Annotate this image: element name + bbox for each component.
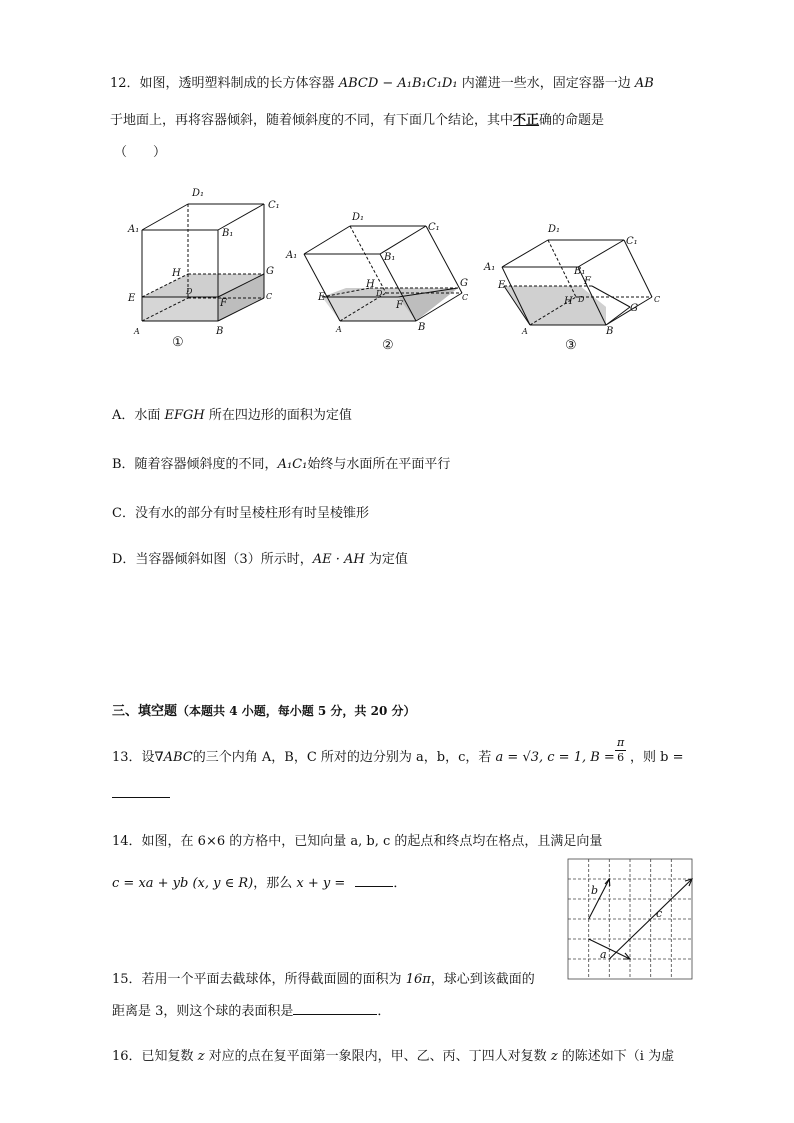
q13-blank-line[interactable]: [112, 785, 170, 798]
q15-text: 15．若用一个平面去截球体，所得截面圆的面积为: [112, 972, 406, 987]
q13-answer-blank[interactable]: [112, 785, 170, 802]
section-heading: [112, 700, 415, 719]
svg-text:E: E: [498, 280, 506, 291]
q12-edge-ab: AB: [634, 76, 654, 91]
svg-text:B: B: [418, 322, 426, 333]
vector-b-label: b: [591, 884, 599, 897]
q16-z: z: [197, 1049, 205, 1064]
svg-text:D₁: D₁: [192, 188, 205, 199]
q13-frac-num: π: [617, 736, 625, 749]
vector-c-label: c: [656, 907, 663, 920]
fig1-water-front: [142, 297, 218, 321]
fig-label-2: ②: [382, 338, 394, 353]
svg-text:A₁: A₁: [484, 262, 496, 273]
q13-text-2: 的三个内角 A，B，C 所对的边分别为 a，b，c，若: [192, 750, 496, 765]
fig-label-3: ③: [565, 338, 577, 353]
q13-condition: a = √3, c = 1, B =: [495, 750, 615, 765]
q12-text-2: 内灌进一些水，固定容器一边: [457, 76, 635, 91]
q12-line2: [110, 109, 604, 128]
opt-d-text-2: 为定值: [364, 552, 408, 567]
svg-text:G: G: [630, 303, 638, 314]
q13-frac-den: 6: [617, 750, 625, 764]
svg-text:G: G: [460, 278, 468, 289]
q15-text-2: ，球心到该截面的: [430, 972, 535, 987]
q12-not-correct: 不正: [513, 113, 540, 128]
opt-d-math: AE · AH: [312, 552, 365, 567]
q16-z2: z: [550, 1049, 558, 1064]
q16-text-3: 的陈述如下（i 为虚: [557, 1049, 675, 1064]
svg-text:C: C: [462, 293, 469, 302]
svg-text:G: G: [266, 266, 274, 277]
opt-b-text: B．随着容器倾斜度的不同，: [112, 457, 278, 472]
section-title: 三、填空题: [112, 704, 178, 719]
svg-text:C₁: C₁: [626, 236, 638, 247]
svg-text:C₁: C₁: [428, 222, 440, 233]
q12-answer-paren: （ ）: [114, 145, 167, 160]
q14-grid-figure: [566, 857, 696, 983]
svg-text:A: A: [336, 325, 342, 334]
svg-text:F: F: [584, 276, 591, 287]
svg-text:F: F: [220, 298, 227, 309]
svg-text:D₁: D₁: [548, 224, 561, 235]
q12-figures: [120, 180, 680, 355]
q15-line2: 距离是 3，则这个球的表面积是 ．: [112, 1004, 391, 1019]
svg-text:B₁: B₁: [574, 266, 586, 277]
q15-line1: [112, 968, 535, 987]
q13-triangle: ∇ABC: [154, 750, 193, 765]
svg-text:A₁: A₁: [286, 250, 298, 261]
svg-text:D: D: [186, 287, 193, 296]
q12-line1: [110, 72, 654, 91]
q12-text-4: 确的命题是: [539, 113, 605, 128]
opt-d-text: D．当容器倾斜如图（3）所示时，: [112, 552, 313, 567]
fig-label-1: ①: [172, 335, 184, 350]
q16-line1: [112, 1045, 674, 1064]
svg-text:B: B: [606, 326, 614, 337]
opt-a-math: EFGH: [164, 408, 205, 423]
opt-a-text: A．水面: [112, 408, 165, 423]
svg-text:A: A: [134, 327, 140, 336]
q16-text: 16．已知复数: [112, 1049, 198, 1064]
q14-text: ，那么: [253, 876, 297, 891]
q14-line2: c = xa + yb (x, y ∈ R)，那么 x + y = ．: [112, 876, 407, 891]
q13-line: [112, 746, 615, 765]
q12-option-d: [112, 548, 408, 567]
opt-b-math: A₁C₁: [277, 457, 308, 472]
q12-text: 12．如图，透明塑料制成的长方体容器: [110, 76, 339, 91]
svg-text:D: D: [578, 295, 585, 304]
svg-text:F: F: [396, 300, 403, 311]
q12-text-3: 于地面上，再将容器倾斜，随着倾斜度的不同，有下面几个结论，其中: [110, 113, 514, 128]
svg-text:D: D: [376, 289, 383, 298]
q12-option-c: C．没有水的部分有时呈棱柱形有时呈棱锥形: [112, 506, 369, 521]
svg-text:A₁: A₁: [128, 224, 140, 235]
vector-a-label: a: [600, 948, 607, 961]
q16-text-2: 对应的点在复平面第一象限内，甲、乙、丙、丁四人对复数: [204, 1049, 551, 1064]
opt-b-text-2: 始终与水面所在平面平行: [307, 457, 451, 472]
q12-option-b: [112, 453, 450, 472]
svg-text:E: E: [128, 293, 136, 304]
svg-text:A: A: [522, 327, 528, 336]
q15-area: 16π: [405, 972, 431, 987]
svg-text:C: C: [654, 295, 661, 304]
q14-line1: 14．如图，在 6×6 的方格中，已知向量 a, b, c 的起点和终点均在格点，且满足向量: [112, 834, 603, 849]
section-note: （本题共 4 小题，每小题 5 分，共 20 分）: [177, 704, 416, 718]
svg-text:B₁: B₁: [384, 252, 396, 263]
svg-text:B₁: B₁: [222, 228, 234, 239]
q13-fraction: [615, 736, 626, 765]
svg-text:H: H: [366, 279, 375, 290]
q15-text-3: 距离是 3，则这个球的表面积是: [112, 1004, 294, 1019]
q14-xy: x + y =: [296, 876, 346, 891]
svg-text:B: B: [216, 326, 224, 337]
q12-container-name: ABCD − A₁B₁C₁D₁: [338, 76, 458, 91]
fig3-water-fill: [504, 286, 606, 325]
svg-text:D₁: D₁: [352, 212, 365, 223]
q14-blank-line[interactable]: [355, 874, 393, 887]
q15-blank-line[interactable]: [293, 1002, 377, 1015]
svg-text:H: H: [564, 296, 573, 307]
q14-vector-eq: c = xa + yb (x, y ∈ R): [112, 876, 254, 891]
q12-option-a: [112, 404, 352, 423]
svg-text:C: C: [266, 292, 273, 301]
svg-text:E: E: [318, 292, 326, 303]
q13-answer-label: ，则 b =: [630, 750, 684, 765]
svg-text:H: H: [172, 268, 181, 279]
svg-text:C₁: C₁: [268, 200, 280, 211]
q13-text: 13．设: [112, 750, 155, 765]
opt-a-text-2: 所在四边形的面积为定值: [204, 408, 352, 423]
